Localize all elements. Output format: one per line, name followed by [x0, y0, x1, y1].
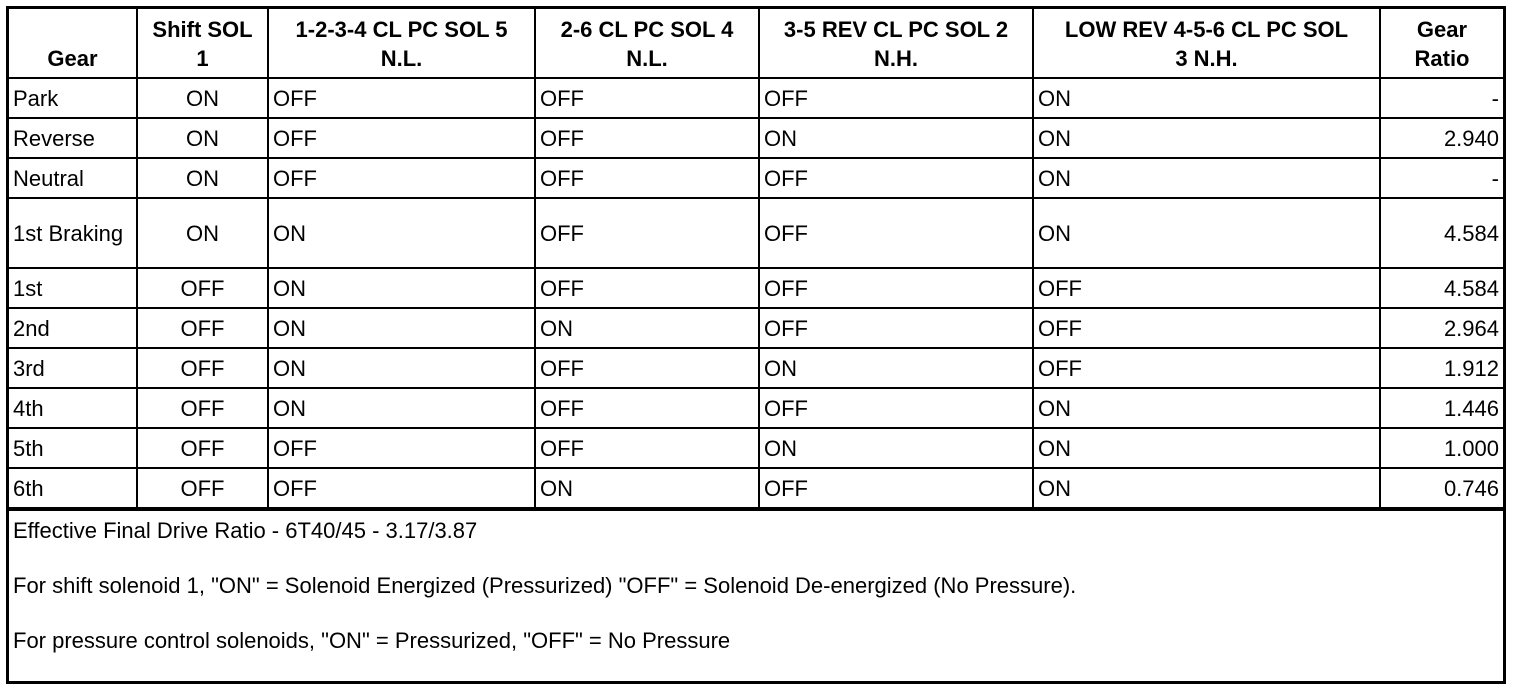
header-line: N.H.	[874, 46, 918, 71]
gear-cell: Reverse	[9, 118, 137, 158]
header-sol-5	[268, 9, 535, 78]
shift-sol-1-cell: OFF	[137, 468, 268, 508]
header-line: 3 N.H.	[1175, 46, 1238, 71]
solenoid-application-table	[9, 9, 1503, 509]
sol-5-cell: OFF	[268, 158, 535, 198]
shift-sol-1-cell: OFF	[137, 428, 268, 468]
shift-sol-1-cell: OFF	[137, 388, 268, 428]
header-sol-2	[759, 9, 1033, 78]
sol-4-cell: OFF	[535, 428, 759, 468]
header-line: Shift SOL	[152, 17, 253, 42]
table-row	[9, 158, 1503, 198]
shift-sol-1-cell: OFF	[137, 268, 268, 308]
header-line: N.L.	[380, 46, 423, 71]
sol-2-cell: OFF	[759, 308, 1033, 348]
sol-5-cell: ON	[268, 268, 535, 308]
sol-3-cell: ON	[1033, 468, 1380, 508]
sol-4-cell: OFF	[535, 348, 759, 388]
sol-4-cell: OFF	[535, 198, 759, 268]
sol-3-cell: ON	[1033, 78, 1380, 118]
sol-5-cell: OFF	[268, 78, 535, 118]
sol-4-cell: ON	[535, 308, 759, 348]
shift-sol-1-cell: ON	[137, 158, 268, 198]
sol-3-cell: ON	[1033, 388, 1380, 428]
sol-5-cell: OFF	[268, 118, 535, 158]
header-line: 1-2-3-4 CL PC SOL 5	[295, 17, 508, 42]
note-line: For shift solenoid 1, "ON" = Solenoid Energized (Pressurized) "OFF" = Solenoid De-energized (No Pressure).	[13, 573, 1077, 598]
gear-ratio-cell: 1.000	[1380, 428, 1503, 468]
notes-section	[9, 509, 1503, 654]
table-row	[9, 268, 1503, 308]
sol-3-cell: ON	[1033, 428, 1380, 468]
sol-4-cell: OFF	[535, 158, 759, 198]
table-row	[9, 198, 1503, 268]
header-line: Gear	[47, 46, 98, 71]
header-gear-ratio	[1380, 9, 1503, 78]
header-line: Gear	[1416, 17, 1468, 42]
header-line: N.L.	[626, 46, 668, 71]
sol-4-cell: OFF	[535, 388, 759, 428]
header-gear	[9, 9, 137, 78]
sol-2-cell: ON	[759, 348, 1033, 388]
sol-2-cell: OFF	[759, 388, 1033, 428]
table-body	[9, 78, 1503, 508]
gear-cell: 2nd	[9, 308, 137, 348]
table-row	[9, 348, 1503, 388]
header-line: 1	[196, 46, 209, 71]
shift-sol-1-cell: ON	[137, 78, 268, 118]
sol-3-cell: ON	[1033, 198, 1380, 268]
gear-cell: 4th	[9, 388, 137, 428]
sol-3-cell: ON	[1033, 158, 1380, 198]
sol-4-cell: OFF	[535, 268, 759, 308]
gear-ratio-cell: 4.584	[1380, 268, 1503, 308]
sol-4-cell: OFF	[535, 78, 759, 118]
table-row	[9, 78, 1503, 118]
gear-cell: 3rd	[9, 348, 137, 388]
gear-ratio-cell: 0.746	[1380, 468, 1503, 508]
gear-ratio-cell: -	[1380, 158, 1503, 198]
shift-sol-1-cell: OFF	[137, 308, 268, 348]
header-line: 2-6 CL PC SOL 4	[560, 17, 734, 42]
sol-5-cell: ON	[268, 308, 535, 348]
sol-5-cell: OFF	[268, 468, 535, 508]
header-shift-sol-1	[137, 9, 268, 78]
sol-3-cell: OFF	[1033, 268, 1380, 308]
gear-ratio-cell: 2.940	[1380, 118, 1503, 158]
table-row	[9, 308, 1503, 348]
sol-2-cell: OFF	[759, 78, 1033, 118]
shift-sol-1-cell: ON	[137, 118, 268, 158]
sol-4-cell: ON	[535, 468, 759, 508]
header-sol-3	[1033, 9, 1380, 78]
gear-ratio-cell: 2.964	[1380, 308, 1503, 348]
solenoid-table-container	[6, 6, 1506, 684]
table-row	[9, 388, 1503, 428]
sol-3-cell: OFF	[1033, 348, 1380, 388]
header-line: Ratio	[1414, 46, 1470, 71]
sol-5-cell: ON	[268, 198, 535, 268]
gear-ratio-cell: 4.584	[1380, 198, 1503, 268]
sol-2-cell: ON	[759, 118, 1033, 158]
gear-ratio-cell: -	[1380, 78, 1503, 118]
header-row	[9, 9, 1503, 78]
gear-ratio-cell: 1.446	[1380, 388, 1503, 428]
gear-cell: 1st	[9, 268, 137, 308]
sol-2-cell: OFF	[759, 468, 1033, 508]
sol-5-cell: OFF	[268, 428, 535, 468]
sol-4-cell: OFF	[535, 118, 759, 158]
sol-2-cell: OFF	[759, 158, 1033, 198]
header-line: 3-5 REV CL PC SOL 2	[783, 17, 1009, 42]
sol-5-cell: ON	[268, 388, 535, 428]
sol-3-cell: ON	[1033, 118, 1380, 158]
note-line: For pressure control solenoids, "ON" = Pressurized, "OFF" = No Pressure	[13, 628, 731, 653]
shift-sol-1-cell: OFF	[137, 348, 268, 388]
header-sol-4	[535, 9, 759, 78]
gear-ratio-cell: 1.912	[1380, 348, 1503, 388]
sol-2-cell: OFF	[759, 198, 1033, 268]
note-line: Effective Final Drive Ratio - 6T40/45 - 3.17/3.87	[13, 518, 478, 543]
header-line: LOW REV 4-5-6 CL PC SOL	[1064, 17, 1349, 42]
table-row	[9, 428, 1503, 468]
sol-5-cell: ON	[268, 348, 535, 388]
sol-2-cell: ON	[759, 428, 1033, 468]
shift-sol-1-cell: ON	[137, 198, 268, 268]
sol-2-cell: OFF	[759, 268, 1033, 308]
gear-cell: 5th	[9, 428, 137, 468]
gear-cell: 6th	[9, 468, 137, 508]
sol-3-cell: OFF	[1033, 308, 1380, 348]
gear-cell: 1st Braking	[9, 198, 137, 268]
table-row	[9, 468, 1503, 508]
gear-cell: Neutral	[9, 158, 137, 198]
table-row	[9, 118, 1503, 158]
gear-cell: Park	[9, 78, 137, 118]
